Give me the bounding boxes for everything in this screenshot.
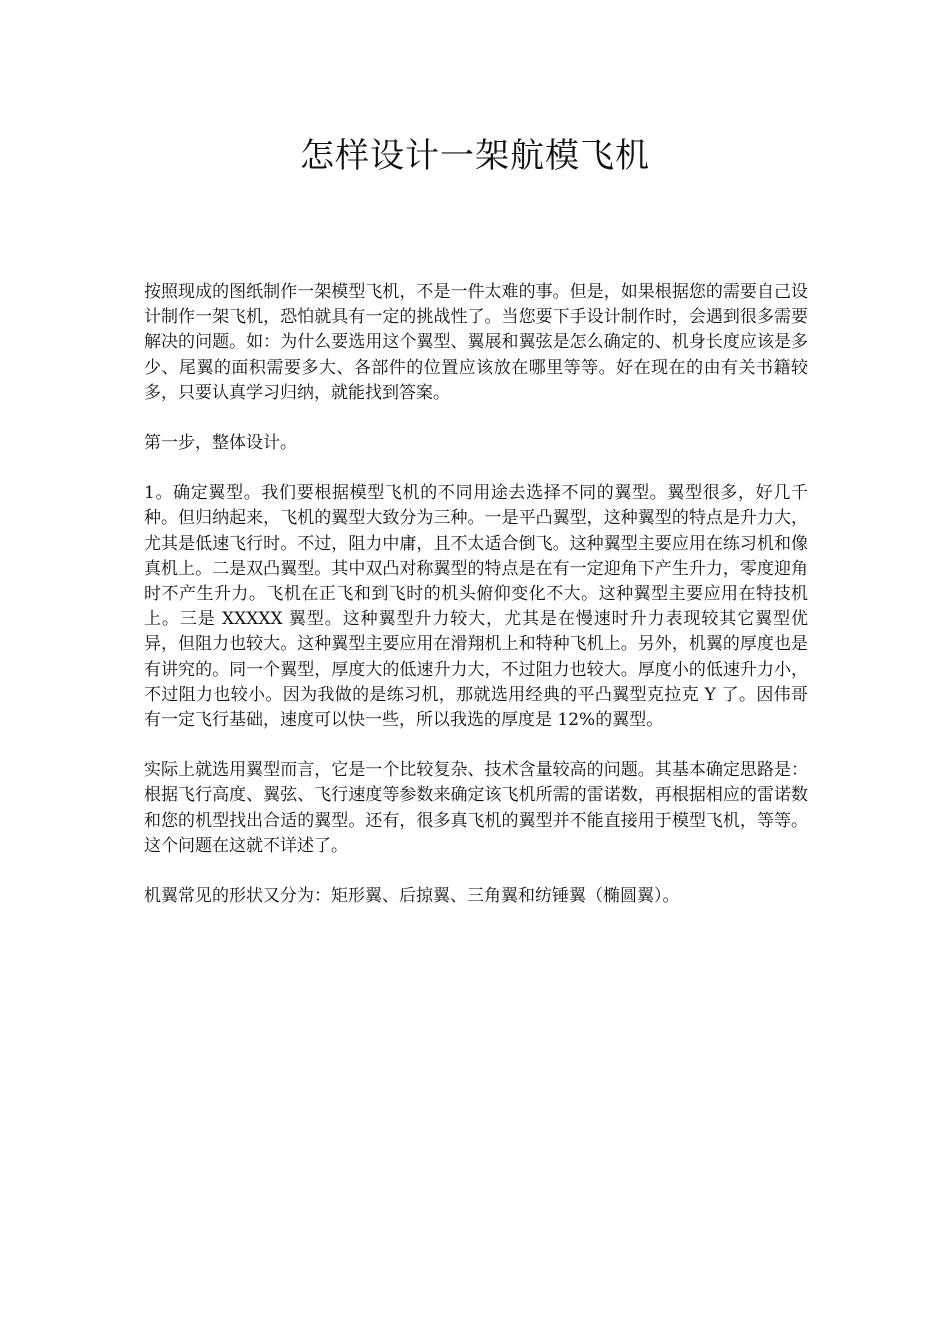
paragraph-airfoil-selection: 1。确定翼型。我们要根据模型飞机的不同用途去选择不同的翼型。翼型很多，好几千种。但归纳起来，飞机的翼型大致分为三种。一是平凸翼型，这种翼型的特点是升力大，尤其是低速飞行时。不过，阻力中庸，且不太适合倒飞。这种翼型主要应用在练习机和像真机上。二是双凸翼型。其中双凸对称翼型的特点是在有一定迎角下产生升力，零度迎角时不产生升力。飞机在正飞和到飞时的机头俯仰变化不大。这种翼型主要应用在特技机上。三是 XXXXX 翼型。这种翼型升力较大，尤其是在慢速时升力表现较其它翼型优异，但阻力也较大。这种翼型主要应用在滑翔机上和特种飞机上。另外，机翼的厚度也是有讲究的。同一个翼型，厚度大的低速升力大，不过阻力也较大。厚度小的低速升力小，不过阻力也较小。因为我做的是练习机，那就选用经典的平凸翼型克拉克 Y 了。因伟哥有一定飞行基础，速度可以快一些，所以我选的厚度是 12%的翼型。 xyxy=(144,483,808,731)
paragraph-intro: 按照现成的图纸制作一架模型飞机，不是一件太难的事。但是，如果根据您的需要自己设计制作一架飞机，恐怕就具有一定的挑战性了。当您要下手设计制作时，会遇到很多需要解决的问题。如：为什么要选用这个翼型、翼展和翼弦是怎么确定的、机身长度应该是多少、尾翼的面积需要多大、各部件的位置应该放在哪里等等。好在现在的由有关书籍较多，只要认真学习归纳，就能找到答案。 xyxy=(144,282,808,403)
paragraph-step-one-heading: 第一步，整体设计。 xyxy=(144,433,297,454)
paragraph-airfoil-complexity: 实际上就选用翼型而言，它是一个比较复杂、技术含量较高的问题。其基本确定思路是：根据飞行高度、翼弦、飞行速度等参数来确定该飞机所需的雷诺数，再根据相应的雷诺数和您的机型找出合适的翼型。还有，很多真飞机的翼型并不能直接用于模型飞机，等等。这个问题在这就不详述了。 xyxy=(144,760,808,856)
document-body xyxy=(144,280,808,934)
paragraph-wing-shapes: 机翼常见的形状又分为：矩形翼、后掠翼、三角翼和纺锤翼（椭圆翼）。 xyxy=(144,886,680,907)
document-title: 怎样设计一架航模飞机 xyxy=(300,136,650,176)
